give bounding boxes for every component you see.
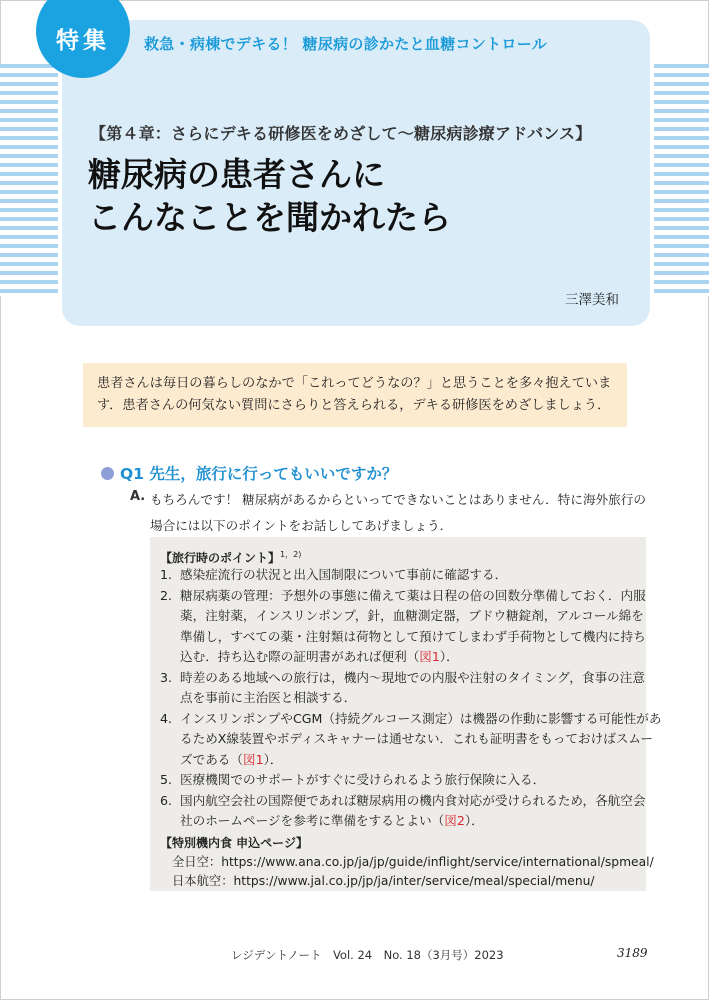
ana-meal-link[interactable]: 全日空：https://www.ana.co.jp/ja/jp/guide/inflight/service/international/spmeal/	[172, 854, 654, 869]
article-title-line: 糖尿病の患者さんに	[88, 155, 385, 194]
point-line	[180, 811, 640, 832]
point-text: ）．	[464, 813, 484, 828]
chapter-heading: 【第４章：さらにデキる研修医をめざして〜糖尿病診療アドバンス】	[90, 124, 592, 143]
question-heading	[101, 462, 397, 484]
point-item	[160, 791, 646, 832]
intro-box	[83, 363, 627, 427]
point-number: 1.	[160, 567, 173, 582]
point-item	[160, 770, 646, 791]
point-item	[160, 668, 646, 709]
point-line	[180, 750, 640, 771]
travel-points-heading	[160, 545, 646, 565]
point-line: 薬，注射薬，インスリンポンプ，針，血糖測定器，ブドウ糖錠剤，アルコール綿を	[180, 608, 644, 623]
decorative-stripes-left	[0, 64, 58, 296]
point-line: 感染症流行の状況と出入国制限について事前に確認する．	[180, 567, 508, 582]
point-number: 5.	[160, 772, 173, 787]
answer-line: もちろんです！ 糖尿病があるからといってできないことはありません．特に海外旅行の	[150, 492, 646, 507]
point-text: 社のホームページを参考に準備をするとよい（	[180, 813, 445, 828]
point-item	[160, 565, 646, 586]
travel-points-heading-text: 【旅行時のポイント】	[160, 551, 281, 565]
point-line: 国内航空会社の国際便であれば糖尿病用の機内食対応が受けられるため，各航空会	[180, 792, 646, 808]
author-name: 三澤美和	[565, 292, 619, 308]
figure-reference-link[interactable]: 図1	[419, 649, 440, 664]
figure-reference-link[interactable]: 図2	[444, 813, 465, 828]
point-text: ）．	[439, 649, 459, 664]
article-title-line: こんなことを聞かれたら	[88, 198, 451, 237]
point-number: 4.	[160, 710, 173, 726]
point-line: るためX線装置やボディスキャナーは通せない．これも証明書をもっておけばスムー	[180, 731, 653, 746]
point-number: 2.	[160, 587, 173, 603]
question-text: Q1 先生，旅行に行ってもいいですか？	[120, 465, 398, 483]
point-line: 医療機関でのサポートがすぐに受けられるよう旅行保険に入る．	[180, 772, 546, 787]
decorative-stripes-right	[654, 64, 709, 296]
reference-marker: 1，2)	[280, 550, 302, 559]
point-number: 6.	[160, 792, 173, 808]
series-title: 救急・病棟でデキる！ 糖尿病の診かたと血糖コントロール	[144, 35, 548, 53]
point-text: ズである（	[180, 751, 243, 767]
travel-points-box	[150, 537, 662, 891]
point-number: 3.	[160, 669, 173, 685]
point-line: 時差のある地域への旅行は，機内〜現地での内服や注射のタイミング，食事の注意	[180, 669, 645, 685]
point-text: 込む．持ち込む際の証明書があれば便利（	[180, 649, 420, 664]
point-text: ）．	[263, 751, 283, 767]
figure-reference-link[interactable]: 図1	[242, 751, 264, 767]
point-line: 点を事前に主治医と相談する．	[180, 690, 357, 705]
special-meal-heading: 【特別機内食 申込ページ】	[160, 835, 308, 850]
point-line: 準備し，すべての薬・注射類は荷物として預けてしまわず手荷物として機内に持ち	[180, 628, 646, 644]
journal-footer: レジデントノート Vol. 24 No. 18（3月号）2023	[231, 948, 504, 962]
point-line: 糖尿病薬の管理：予想外の事態に備えて薬は日程の倍の回数分準備しておく．内服	[180, 587, 646, 603]
answer-label: A.	[130, 489, 146, 504]
intro-line: す．患者さんの何気ない質問にさらりと答えられる，デキる研修医をめざしましょう．	[97, 398, 611, 413]
point-item	[160, 709, 662, 771]
answer-line: 場合には以下のポイントをお話ししてあげましょう．	[150, 518, 453, 533]
feature-badge: 特集	[36, 0, 130, 78]
intro-line: 患者さんは毎日の暮らしのなかで「これってどうなの？」と思うことを多々抱えていま	[97, 376, 612, 391]
jal-meal-link[interactable]: 日本航空：https://www.jal.co.jp/jp/ja/inter/service/meal/special/menu/	[172, 873, 595, 888]
point-line: インスリンポンプやCGM（持続グルコース測定）は機器の作動に影響する可能性があ	[180, 710, 662, 726]
page-number: 3189	[617, 946, 648, 960]
bullet-icon	[101, 467, 114, 480]
point-item	[160, 586, 646, 668]
article-title	[88, 153, 451, 239]
point-line	[180, 647, 640, 668]
